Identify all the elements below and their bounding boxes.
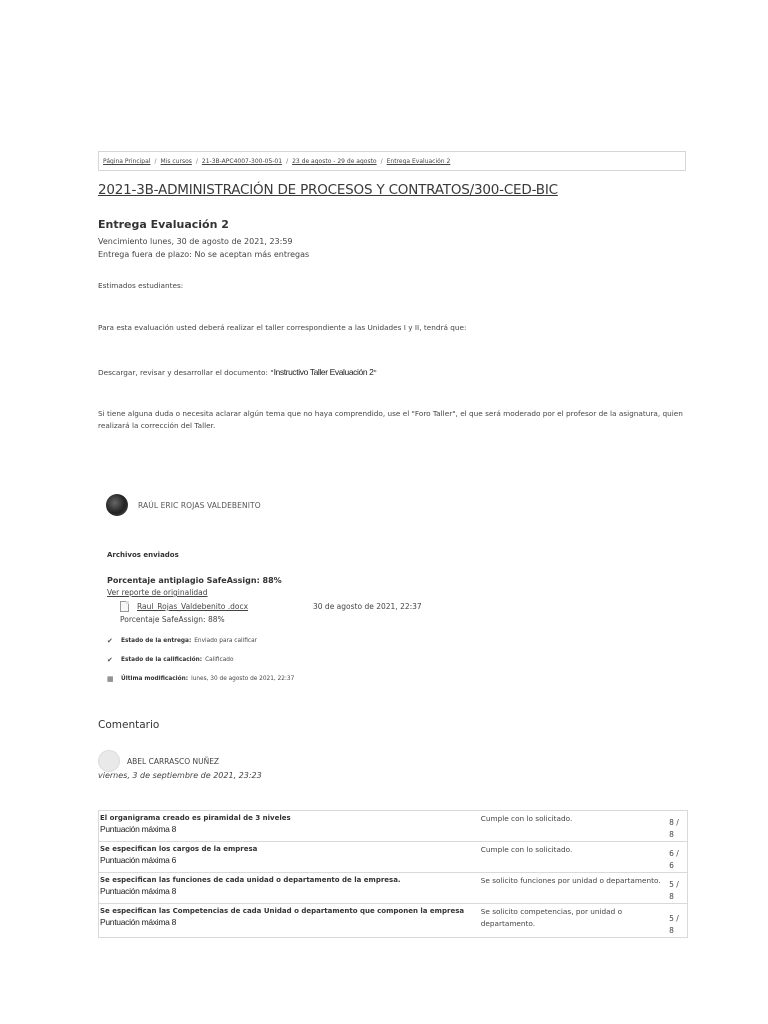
submitted-file-link[interactable]: Raul_Rojas_Valdebenito .docx (137, 602, 249, 611)
student-row (106, 494, 261, 516)
intro-help-paragraph: Si tiene alguna duda o necesita aclarar algún tema que no haya comprendido, use el "Foro Taller", el que será moderado por el profesor de la asignatura, quien realizará la corrección del Taller. (98, 409, 683, 430)
intro-download-paragraph (98, 366, 688, 379)
breadcrumb-separator: / (286, 158, 289, 165)
score-value: 6 / (669, 849, 679, 858)
criterion-text: Se especifican los cargos de la empresa (100, 845, 258, 853)
breadcrumb (98, 151, 686, 171)
calendar-icon: ▦ (107, 675, 114, 683)
criterion-text: Se especifican las Competencias de cada Unidad o departamento que componen la empresa (100, 907, 465, 915)
document-icon (120, 601, 129, 612)
criterion-text: El organigrama creado es piramidal de 3 niveles (100, 814, 291, 822)
intro-greeting: Estimados estudiantes: (98, 281, 184, 290)
breadcrumb-separator: / (380, 158, 383, 165)
avatar (106, 494, 128, 516)
criterion-text: Se especifican las funciones de cada unidad o departamento de la empresa. (100, 876, 401, 884)
file-safeassign: Porcentaje SafeAssign: 88% (120, 615, 225, 624)
max-score-label: Puntuación máxima (100, 917, 170, 927)
rubric-row (99, 841, 687, 872)
submission-status-row (107, 637, 257, 645)
score-value: 5 / (669, 914, 679, 923)
check-icon: ✔ (107, 637, 113, 645)
submitted-file-row (120, 601, 422, 612)
max-score-label: Puntuación máxima (100, 855, 170, 865)
commenter-row (98, 750, 219, 772)
status-value: Calificado (205, 657, 234, 663)
score-total: 6 (669, 861, 674, 870)
max-score (100, 886, 477, 896)
score-value: 8 / (669, 818, 679, 827)
due-date: Vencimiento lunes, 30 de agosto de 2021, 23:59 (98, 237, 293, 246)
status-label: Última modificación: (121, 676, 189, 682)
rubric-feedback: Se solicito funciones por unidad o departamento. (480, 876, 661, 885)
rubric-criterion (99, 842, 477, 872)
rubric-score (669, 811, 687, 841)
rubric-row (99, 811, 687, 841)
breadcrumb-assignment-link[interactable]: Entrega Evaluación 2 (386, 158, 451, 165)
rubric-row (99, 903, 687, 937)
breadcrumb-home-link[interactable]: Página Principal (103, 158, 151, 165)
rubric-feedback: Se solicito competencias, por unidad o departamento. (480, 907, 623, 928)
rubric-criterion (99, 811, 477, 841)
download-prefix: Descargar, revisar y desarrollar el documento: " (98, 368, 274, 377)
rubric-table (98, 810, 688, 938)
breadcrumb-separator: / (154, 158, 157, 165)
max-score-label: Puntuación máxima (100, 886, 170, 896)
rubric-criterion (99, 873, 477, 903)
avatar (98, 750, 120, 772)
course-title[interactable]: 2021-3B-ADMINISTRACIÓN DE PROCESOS Y CONTRATOS/300-CED-BIC (98, 182, 558, 198)
download-suffix: " (373, 368, 377, 377)
max-score-value: 8 (171, 917, 177, 927)
score-value: 5 / (669, 880, 679, 889)
student-name: RAÚL ERIC ROJAS VALDEBENITO (138, 500, 261, 510)
rubric-feedback: Cumple con lo solicitado. (480, 845, 573, 854)
comment-heading: Comentario (98, 719, 160, 731)
score-total: 8 (669, 830, 674, 839)
commenter-name: ABEL CARRASCO NUÑEZ (127, 756, 220, 766)
originality-report-link[interactable]: Ver reporte de originalidad (107, 588, 208, 597)
check-icon: ✔ (107, 656, 113, 664)
assignment-title: Entrega Evaluación 2 (98, 218, 229, 231)
breadcrumb-my-courses-link[interactable]: Mis cursos (160, 158, 192, 165)
max-score-value: 8 (171, 824, 177, 834)
status-label: Estado de la entrega: (121, 638, 192, 644)
safeassign-percentage: Porcentaje antiplagio SafeAssign: 88% (107, 576, 282, 585)
grading-status-row (107, 656, 234, 664)
max-score (100, 917, 477, 927)
breadcrumb-week-link[interactable]: 23 de agosto - 29 de agosto (292, 158, 377, 165)
status-label: Estado de la calificación: (121, 657, 203, 663)
max-score-label: Puntuación máxima (100, 824, 170, 834)
max-score-value: 8 (171, 886, 177, 896)
max-score-value: 6 (171, 855, 177, 865)
score-total: 8 (669, 892, 674, 901)
late-policy: Entrega fuera de plazo: No se aceptan más entregas (98, 250, 310, 259)
status-value: lunes, 30 de agosto de 2021, 22:37 (191, 676, 295, 682)
max-score (100, 855, 477, 865)
document-name: Instructivo Taller Evaluación 2 (273, 367, 374, 377)
intro-paragraph: Para esta evaluación usted deberá realizar el taller correspondiente a las Unidades I y II, tendrá que: (98, 323, 467, 332)
rubric-score (669, 842, 687, 872)
rubric-score (669, 904, 687, 937)
rubric-criterion (99, 904, 477, 937)
rubric-feedback: Cumple con lo solicitado. (480, 814, 573, 823)
comment-date: viernes, 3 de septiembre de 2021, 23:23 (98, 771, 262, 780)
rubric-score (669, 873, 687, 903)
breadcrumb-course-link[interactable]: 21-3B-APC4007-300-05-01 (201, 158, 283, 165)
score-total: 8 (669, 926, 674, 935)
files-heading: Archivos enviados (107, 551, 179, 559)
status-value: Enviado para calificar (194, 638, 258, 644)
last-modified-row (107, 675, 294, 683)
breadcrumb-separator: / (195, 158, 198, 165)
rubric-row (99, 872, 687, 903)
max-score (100, 824, 477, 834)
submitted-file-date: 30 de agosto de 2021, 22:37 (313, 602, 422, 611)
